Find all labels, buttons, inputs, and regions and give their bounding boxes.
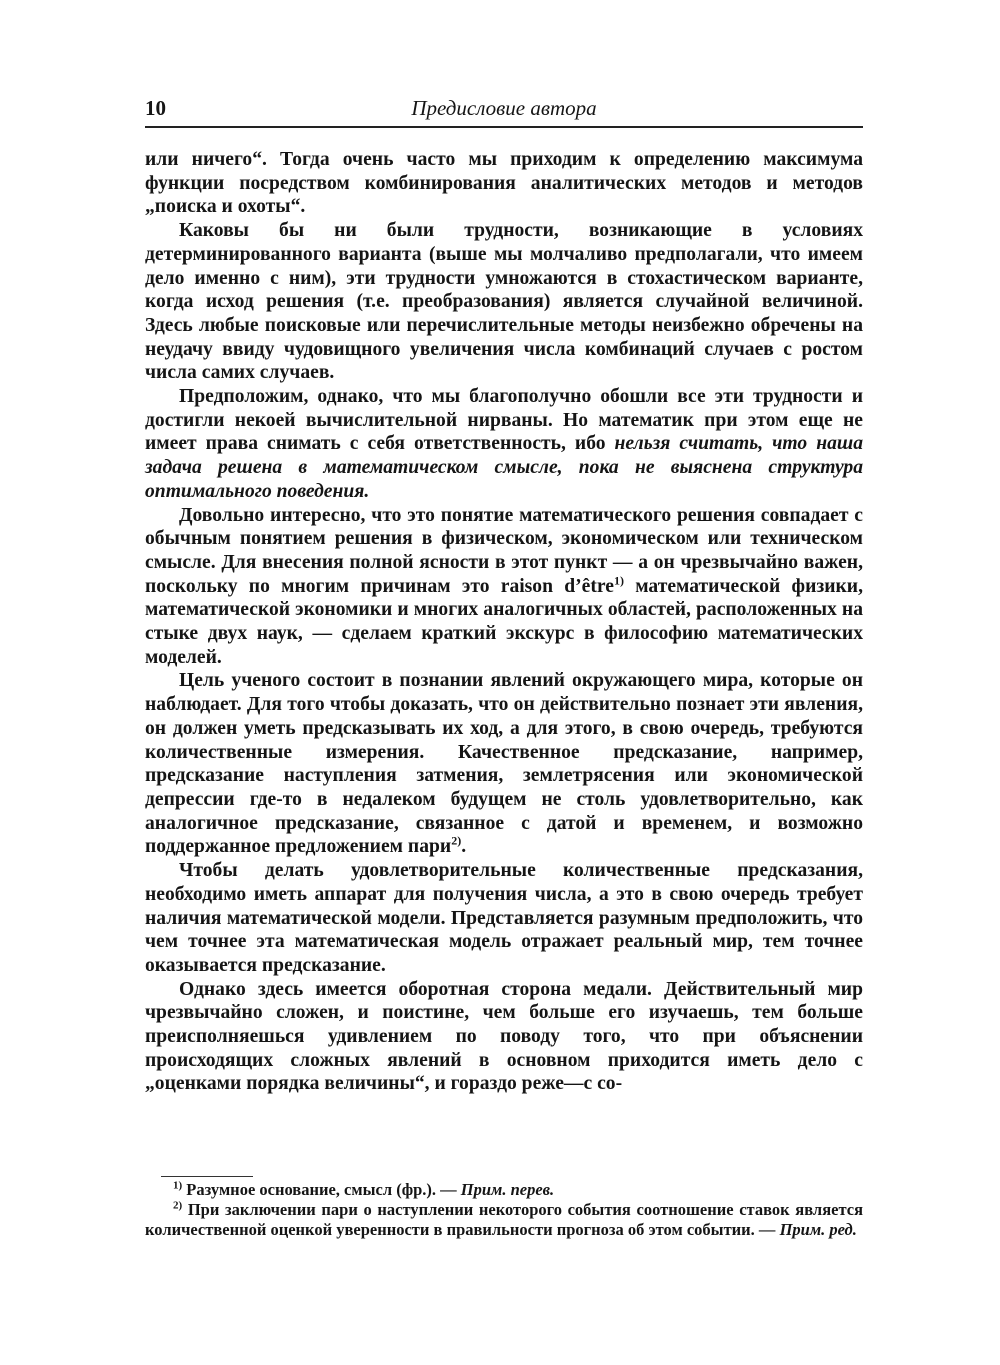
paragraph-3-text: Предположим, однако, что мы благополучно обошли все эти трудности и достигли некоей вычислительной нирваны. Но математик при этом еще не имеет права снимать с себя ответственность, ибо (145, 386, 863, 455)
paragraph-3-italic-statement: нельзя считать, что наша задача решена в математическом смысле, пока не выяснена структура оптимального поведения. (145, 433, 864, 502)
footnote-separator (161, 1176, 253, 1177)
main-text (145, 148, 863, 1096)
footnotes (145, 1180, 863, 1240)
paragraph-4 (145, 504, 863, 670)
paragraph-5-text-b: . (461, 836, 467, 858)
paragraph-6: Чтобы делать удовлетворительные количественные предсказания, необходимо иметь аппарат для получения числа, а это в свою очередь требует наличия математической модели. Представляется разумным предположить, что чем точнее эта математическая модель отражает реальный мир, тем точнее оказывается предсказание. (145, 860, 863, 976)
footnote-ref-2: 2) (451, 833, 462, 848)
footnote-2-attribution: Прим. ред. (779, 1220, 857, 1239)
footnote-1 (145, 1180, 863, 1200)
paragraph-5-text-a: Цель ученого состоит в познании явлений окружающего мира, которые он наблюдает. Для того чтобы доказать, что он действительно познает эти явления, он должен уметь предсказывать их ход, а для этого, в свою очередь, требуются количественные измерения. Качественное предсказание, например, предсказание наступления затмения, землетрясения или экономической депрессии где-то в недалеком будущем не столь удовлетворительно, как аналогичное предсказание, связанное с датой и временем, и возможно поддержанное предложением пари (145, 670, 863, 858)
paragraph-4-text-a: Довольно интересно, что это понятие математического решения совпадает с обычным понятием решения в физическом, экономическом или техническом смысле. Для внесения полной ясности в этот пункт — а он чрезвычайно важен, поскольку по многим причинам это raison d’être (145, 504, 863, 597)
paragraph-4-text-b: математической физики, математической экономики и многих аналогичных областей, расположенных на стыке двух наук, — сделаем краткий экскурс в философию математических моделей. (145, 575, 863, 668)
footnote-2-text: При заключении пари о наступлении некоторого события соотношение ставок является количественной оценкой уверенности в правильности прогноза об этом событии. — (145, 1200, 863, 1239)
paragraph-3 (145, 385, 863, 504)
paragraph-1: или ничего“. Тогда очень часто мы приходим к определению максимума функции посредством комбинирования аналитических методов и методов „поиска и охоты“. (145, 149, 863, 218)
paragraph-2: Каковы бы ни были трудности, возникающие в условиях детерминированного варианта (выше мы молчаливо предполагали, что имеем дело именно с ним), эти трудности умножаются в стохастическом варианте, когда исход решения (т.е. преобразования) является случайной величиной. Здесь любые поисковые или перечислительные методы неизбежно обречены на неудачу ввиду чудовищного увеличения числа комбинаций случаев с ростом числа самих случаев. (145, 220, 863, 384)
footnote-2 (145, 1200, 863, 1240)
paragraph-7: Однако здесь имеется оборотная сторона медали. Действительный мир чрезвычайно сложен, и поистине, чем больше его изучаешь, тем больше преисполняешься удивлением по поводу того, что при объяснении происходящих сложных явлений в основном приходится иметь дело с „оценками порядка величины“, и гораздо реже—с со- (145, 978, 863, 1095)
footnote-2-mark: 2) (173, 1199, 183, 1212)
footnote-1-mark: 1) (173, 1179, 183, 1192)
footnote-1-text: Разумное основание, смысл (фр.). — (182, 1180, 461, 1199)
page-number: 10 (145, 96, 166, 120)
paragraph-5 (145, 669, 863, 859)
running-title: Предисловие автора (411, 96, 597, 120)
page-header (145, 96, 863, 128)
footnote-ref-1: 1) (613, 573, 624, 588)
footnote-1-attribution: Прим. перев. (460, 1180, 555, 1199)
